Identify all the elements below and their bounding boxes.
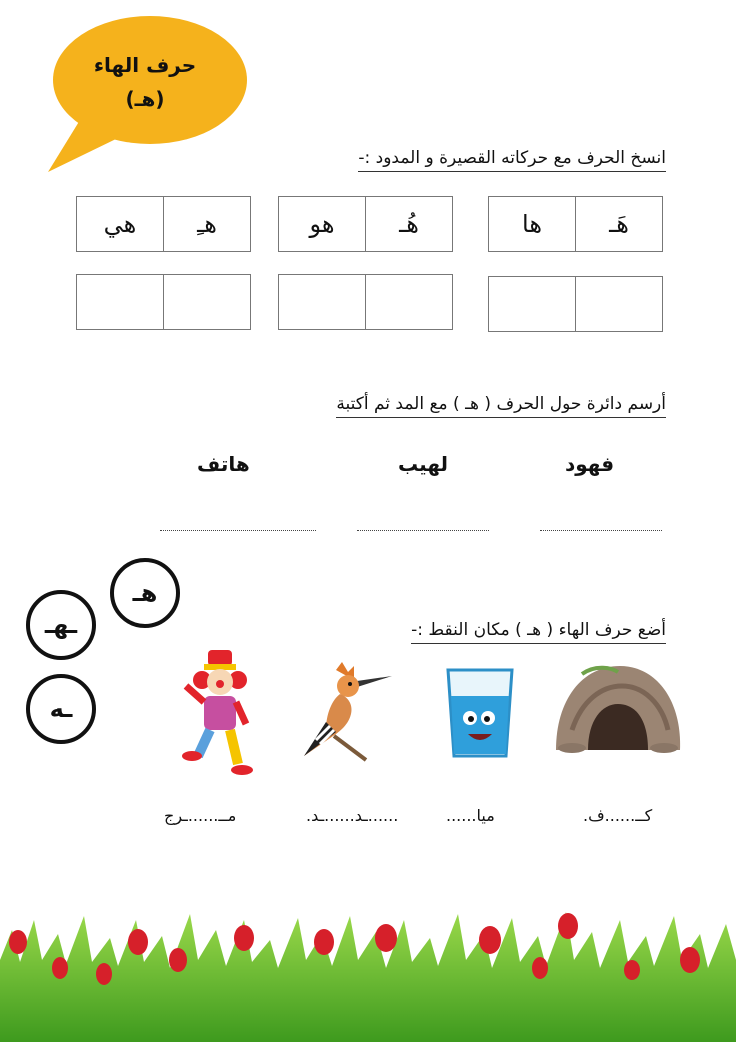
copy-boxes-1 — [488, 276, 663, 332]
word-laheeb: لهيب — [398, 452, 449, 476]
word-hatif: هاتف — [197, 452, 250, 476]
letter-short-cell: هَـ — [575, 197, 662, 251]
fill-cave[interactable]: كــ......ف. — [583, 806, 653, 825]
cave-picture — [552, 660, 684, 756]
copy-cell[interactable] — [365, 275, 452, 329]
copy-cell[interactable] — [489, 277, 575, 331]
write-line[interactable] — [160, 528, 316, 531]
letter-group-damma — [278, 196, 453, 252]
water-glass-picture — [444, 666, 516, 760]
circled-letter-medial: ـهـ — [26, 590, 96, 660]
letter-short-cell: هُـ — [365, 197, 452, 251]
write-line[interactable] — [357, 528, 489, 531]
hoopoe-picture — [296, 660, 396, 764]
copy-cell[interactable] — [77, 275, 163, 329]
letter-group-kasra — [76, 196, 251, 252]
letter-short-cell: هـِ — [163, 197, 250, 251]
grass-tulips-decoration — [0, 890, 736, 1042]
fill-clown[interactable]: مــ......ـرج — [164, 806, 237, 825]
section1-heading: انسخ الحرف مع حركاته القصيرة و المدود :- — [358, 148, 666, 172]
section3-heading: أضع حرف الهاء ( هـ ) مكان النقط :- — [411, 620, 666, 644]
copy-cell[interactable] — [575, 277, 662, 331]
letter-long-cell: هو — [309, 210, 335, 238]
word-fuhood: فهود — [565, 452, 615, 476]
letter-long-cell: ها — [522, 210, 542, 238]
section2-heading: أرسم دائرة حول الحرف ( هـ ) مع المد ثم أكتبة — [336, 394, 666, 418]
write-line[interactable] — [540, 528, 662, 531]
fill-hoopoe[interactable]: ......ـد......ـد. — [306, 806, 399, 825]
circled-letter-final: ـه — [26, 674, 96, 744]
copy-boxes-3 — [76, 274, 251, 330]
copy-cell[interactable] — [279, 275, 365, 329]
page-title — [70, 48, 220, 116]
clown-picture — [180, 646, 260, 780]
letter-long-cell: هي — [103, 210, 137, 238]
title-line1: حرف الهاء — [93, 53, 197, 77]
fill-water[interactable]: ميا...... — [446, 806, 495, 825]
title-line2: (هـ) — [125, 87, 165, 111]
letter-group-fatha — [488, 196, 663, 252]
copy-boxes-2 — [278, 274, 453, 330]
copy-cell[interactable] — [163, 275, 250, 329]
circled-letter-initial: هـ — [110, 558, 180, 628]
